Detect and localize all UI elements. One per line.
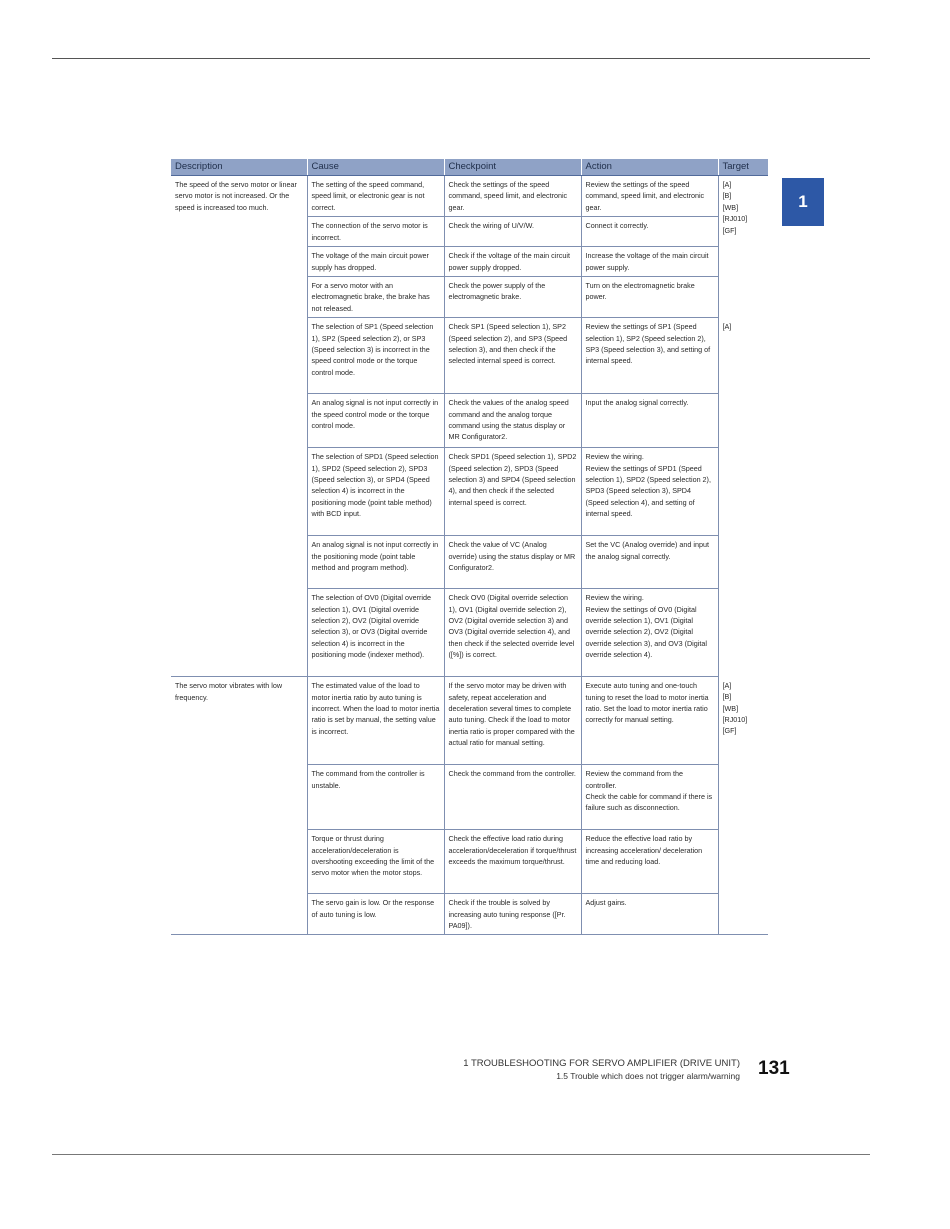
action-cell: Reduce the effective load ratio by increasing acceleration/ deceleration time and reducing load.: [581, 830, 718, 894]
header-checkpoint: Checkpoint: [444, 159, 581, 176]
action-cell: Review the command from the controller. Check the cable for command if there is failure such as disconnection.: [581, 765, 718, 830]
troubleshooting-table: [171, 159, 768, 935]
action-cell: Review the wiring. Review the settings of SPD1 (Speed selection 1), SPD2 (Speed selection 2), SPD3 (Speed selection 3), SPD4 (Speed selection 4), and setting of internal speed.: [581, 448, 718, 536]
footer-chapter-title: 1 TROUBLESHOOTING FOR SERVO AMPLIFIER (DRIVE UNIT): [463, 1058, 740, 1069]
checkpoint-cell: Check if the trouble is solved by increasing auto tuning response ([Pr. PA09]).: [444, 894, 581, 935]
description-cell: The servo motor vibrates with low frequency.: [171, 677, 307, 935]
cause-cell: The voltage of the main circuit power supply has dropped.: [307, 247, 444, 277]
cause-cell: The setting of the speed command, speed limit, or electronic gear is not correct.: [307, 176, 444, 217]
cause-cell: An analog signal is not input correctly in the speed control mode or the torque control mode.: [307, 394, 444, 448]
table-row: [171, 176, 768, 217]
cause-cell: For a servo motor with an electromagnetic brake, the brake has not released.: [307, 277, 444, 318]
checkpoint-cell: Check the command from the controller.: [444, 765, 581, 830]
table-row: [171, 677, 768, 765]
target-cell: [A]: [718, 318, 768, 677]
cause-cell: The servo gain is low. Or the response of auto tuning is low.: [307, 894, 444, 935]
chapter-tab: 1: [782, 178, 824, 226]
cause-cell: The selection of OV0 (Digital override selection 1), OV1 (Digital override selection 2), OV2 (Digital override selection 3), or OV3 (Digital override selection 4) is incorrect in the positioning mode (indexer method).: [307, 589, 444, 677]
action-cell: Input the analog signal correctly.: [581, 394, 718, 448]
action-cell: Set the VC (Analog override) and input the analog signal correctly.: [581, 536, 718, 589]
checkpoint-cell: Check the settings of the speed command, speed limit, and electronic gear.: [444, 176, 581, 217]
action-cell: Increase the voltage of the main circuit power supply.: [581, 247, 718, 277]
footer-rule: [52, 1154, 870, 1155]
cause-cell: The selection of SP1 (Speed selection 1), SP2 (Speed selection 2), or SP3 (Speed selection 3) is incorrect in the speed control mode or the torque control mode.: [307, 318, 444, 394]
checkpoint-cell: Check SP1 (Speed selection 1), SP2 (Speed selection 2), and SP3 (Speed selection 3), and then check if the selected internal speed is correct.: [444, 318, 581, 394]
cause-cell: An analog signal is not input correctly in the positioning mode (point table method and program method).: [307, 536, 444, 589]
checkpoint-cell: Check the value of VC (Analog override) using the status display or MR Configurator2.: [444, 536, 581, 589]
cause-cell: The connection of the servo motor is incorrect.: [307, 217, 444, 247]
cause-cell: The selection of SPD1 (Speed selection 1), SPD2 (Speed selection 2), SPD3 (Speed selection 3), or SPD4 (Speed selection 4) is incorrect in the positioning mode (point table method) with BCD input.: [307, 448, 444, 536]
footer-section-title: 1.5 Trouble which does not trigger alarm/warning: [556, 1071, 740, 1081]
checkpoint-cell: If the servo motor may be driven with safety, repeat acceleration and deceleration several times to complete auto tuning. Check if the load to motor inertia ratio is proper compared with the actual ratio for manual setting.: [444, 677, 581, 765]
action-cell: Review the wiring. Review the settings of OV0 (Digital override selection 1), OV1 (Digital override selection 2), OV2 (Digital override selection 3), and OV3 (Digital override selection 4).: [581, 589, 718, 677]
action-cell: Review the settings of the speed command, speed limit, and electronic gear.: [581, 176, 718, 217]
checkpoint-cell: Check the wiring of U/V/W.: [444, 217, 581, 247]
checkpoint-cell: Check SPD1 (Speed selection 1), SPD2 (Speed selection 2), SPD3 (Speed selection 3) and SPD4 (Speed selection 4), and then check if the selected internal speed is correct.: [444, 448, 581, 536]
description-cell: The speed of the servo motor or linear servo motor is not increased. Or the speed is increased too much.: [171, 176, 307, 677]
page-number: 131: [758, 1058, 790, 1079]
action-cell: Adjust gains.: [581, 894, 718, 935]
checkpoint-cell: Check the effective load ratio during acceleration/deceleration if torque/thrust exceeds the maximum torque/thrust.: [444, 830, 581, 894]
checkpoint-cell: Check if the voltage of the main circuit power supply dropped.: [444, 247, 581, 277]
cause-cell: The estimated value of the load to motor inertia ratio by auto tuning is incorrect. When the load to motor inertia ratio is set by manual, the setting value is incorrect.: [307, 677, 444, 765]
action-cell: Turn on the electromagnetic brake power.: [581, 277, 718, 318]
action-cell: Execute auto tuning and one-touch tuning to reset the load to motor inertia ratio. Set the load to motor inertia ratio correctly for manual setting.: [581, 677, 718, 765]
header-cause: Cause: [307, 159, 444, 176]
action-cell: Connect it correctly.: [581, 217, 718, 247]
target-cell: [A] [B] [WB] [RJ010] [GF]: [718, 176, 768, 318]
target-cell: [A] [B] [WB] [RJ010] [GF]: [718, 677, 768, 935]
checkpoint-cell: Check OV0 (Digital override selection 1), OV1 (Digital override selection 2), OV2 (Digital override selection 3) and OV3 (Digital override selection 4), and then check if the selected override level ([%]) is correct.: [444, 589, 581, 677]
header-target: Target: [718, 159, 768, 176]
checkpoint-cell: Check the values of the analog speed command and the analog torque command using the status display or MR Configurator2.: [444, 394, 581, 448]
header-rule: [52, 58, 870, 59]
checkpoint-cell: Check the power supply of the electromagnetic brake.: [444, 277, 581, 318]
header-description: Description: [171, 159, 307, 176]
cause-cell: Torque or thrust during acceleration/deceleration is overshooting exceeding the limit of the servo motor when the motor stops.: [307, 830, 444, 894]
cause-cell: The command from the controller is unstable.: [307, 765, 444, 830]
table-header-row: [171, 159, 768, 176]
header-action: Action: [581, 159, 718, 176]
action-cell: Review the settings of SP1 (Speed selection 1), SP2 (Speed selection 2), SP3 (Speed selection 3), and setting of internal speed.: [581, 318, 718, 394]
